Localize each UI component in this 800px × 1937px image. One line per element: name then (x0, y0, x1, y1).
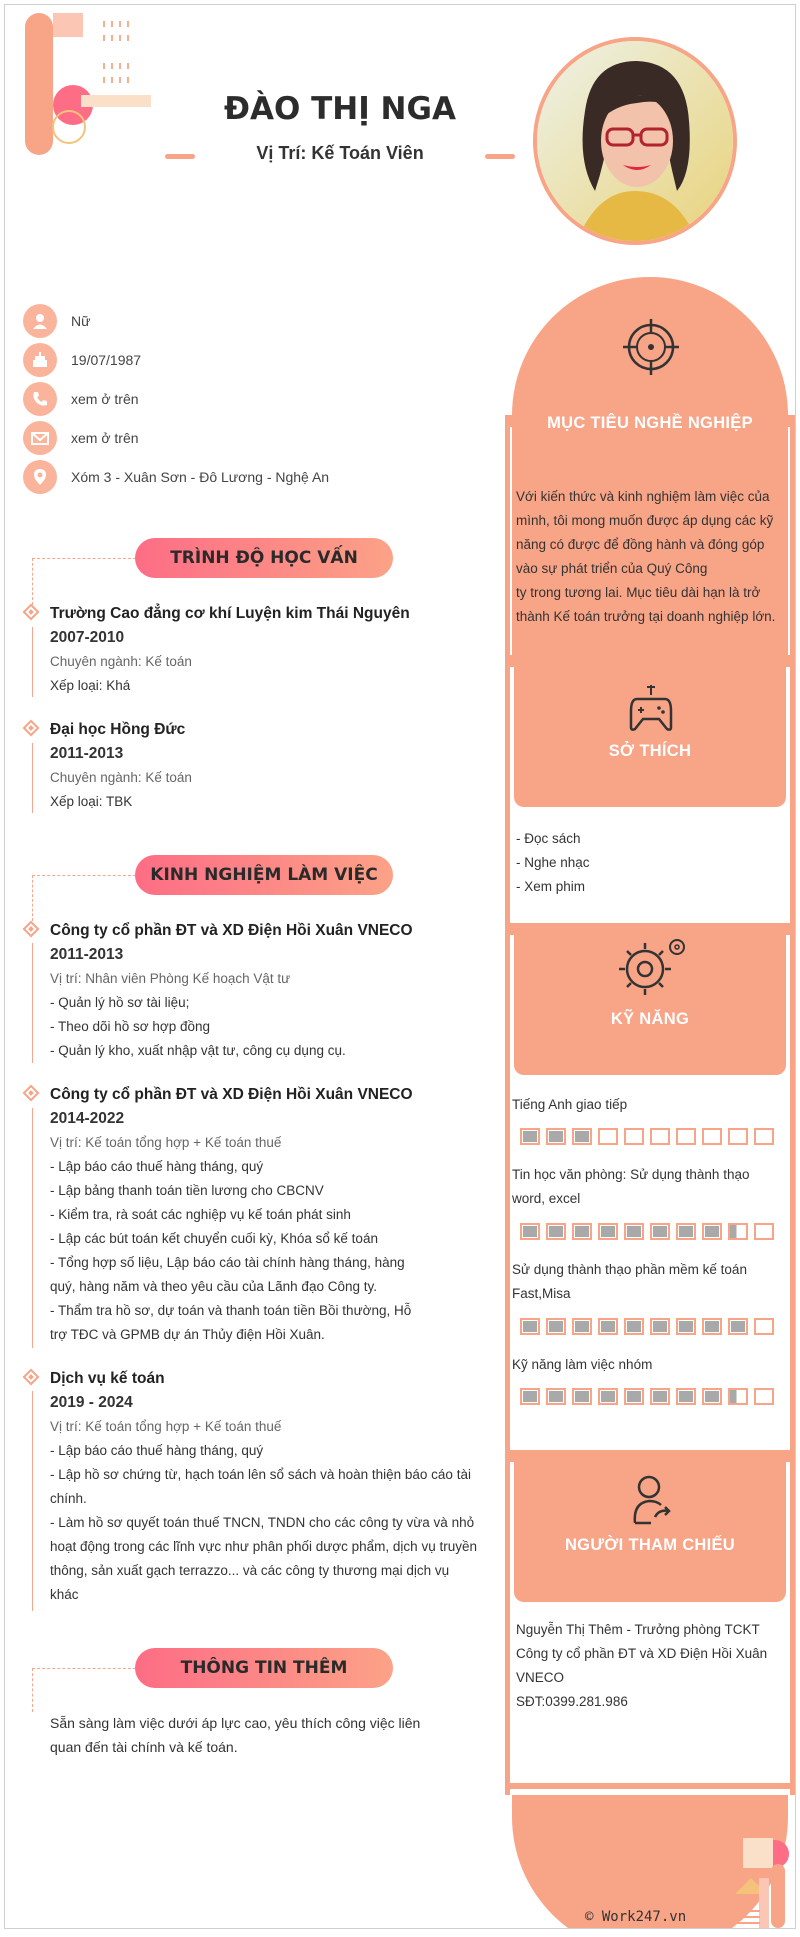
skill-level-box (572, 1128, 592, 1145)
job-duty: - Tổng hợp số liệu, Lập báo cáo tài chính hàng tháng, hàng (50, 1255, 405, 1270)
company-name: Công ty cổ phần ĐT và XD Điện Hồi Xuân VNECO (50, 1086, 413, 1103)
contact-address (23, 457, 329, 496)
job-duty: thông, sản xuất gạch terrazzo... và các công ty thương mại dịch vụ (50, 1563, 450, 1578)
skill-text: Tin học văn phòng: Sử dụng thành thạo (512, 1167, 750, 1182)
job-duty: - Kiểm tra, rà soát các nghiệp vụ kế toán phát sinh (50, 1207, 351, 1222)
corner-decoration (25, 13, 175, 163)
school-name: Trường Cao đẳng cơ khí Luyện kim Thái Nguyên (50, 605, 410, 622)
skill-level-box (624, 1223, 644, 1240)
accent-band (505, 1783, 795, 1789)
gamepad-icon (629, 683, 673, 733)
job-role: Vị trí: Nhân viên Phòng Kế hoạch Vật tư (50, 971, 291, 986)
objective-heading: MỤC TIÊU NGHỀ NGHIỆP (547, 414, 753, 432)
position-line (165, 143, 515, 164)
job-role: Vị trí: Kế toán tổng hợp + Kế toán thuế (50, 1419, 282, 1434)
phone-icon (23, 382, 57, 416)
skill-level-box (728, 1388, 748, 1405)
reference-line: Công ty cổ phần ĐT và XD Điện Hồi Xuân (516, 1646, 768, 1661)
skill-level-box (624, 1128, 644, 1145)
mail-icon (23, 421, 57, 455)
school-name: Đại học Hồng Đức (50, 721, 186, 738)
skill-level-box (728, 1128, 748, 1145)
skill-text: Tiếng Anh giao tiếp (512, 1097, 628, 1112)
extra-info-text (50, 1711, 430, 1759)
hobbies-list (516, 827, 788, 899)
skill-level-box (572, 1388, 592, 1405)
timeline-marker (23, 1369, 40, 1386)
hobby-item: - Nghe nhạc (516, 855, 590, 870)
timeline-line (32, 627, 33, 697)
skill-rating (520, 1128, 774, 1145)
timeline-line (32, 1391, 33, 1611)
job-duty: - Lập hồ sơ chứng từ, hạch toán lên sổ sách và hoàn thiện báo cáo tài (50, 1467, 471, 1482)
gender-text: Nữ (71, 312, 91, 329)
references-text (516, 1618, 788, 1714)
objective-line: thành Kế toán trưởng tại doanh nghiệp lớn. (516, 609, 776, 624)
objective-line: vào sự phát triển của Quý Công (516, 561, 708, 576)
section-connector (32, 558, 33, 605)
objective-line: Với kiến thức và kinh nghiệm làm việc của (516, 489, 770, 504)
objective-line: mình, tôi mong muốn được áp dụng các kỹ (516, 513, 774, 528)
education-entry (50, 718, 490, 814)
experience-entry (50, 1367, 490, 1607)
job-duty: - Lập báo cáo thuế hàng tháng, quý (50, 1443, 264, 1458)
skill-level-box (676, 1318, 696, 1335)
experience-entry (50, 1083, 490, 1347)
map-pin-icon (23, 460, 57, 494)
subtitle-right-bar (485, 154, 515, 159)
extra-line: quan đến tài chính và kế toán. (50, 1739, 238, 1755)
candidate-name: ĐÀO THỊ NGA (224, 91, 456, 127)
footer-credit: © Work247.vn (585, 1909, 687, 1925)
birthday-text: 19/07/1987 (71, 351, 142, 368)
subtitle-left-bar (165, 154, 195, 159)
job-duty: - Theo dõi hồ sơ hợp đồng (50, 1019, 211, 1034)
skill-label (512, 1258, 788, 1306)
person-icon (23, 304, 57, 338)
school-major: Chuyên ngành: Kế toán (50, 654, 192, 669)
reference-line: VNECO (516, 1670, 565, 1685)
job-duty: hoạt động trong các lĩnh vực như phân phối dược phẩm, dịch vụ truyền (50, 1539, 477, 1554)
avatar (533, 37, 737, 245)
contact-list (23, 301, 329, 496)
education-entry (50, 602, 490, 698)
timeline-line (32, 743, 33, 813)
skill-level-box (546, 1318, 566, 1335)
skill-level-box (598, 1388, 618, 1405)
job-duty: khác (50, 1587, 79, 1602)
skill-rating (520, 1388, 774, 1405)
skill-level-box (728, 1318, 748, 1335)
school-grade: Xếp loại: TBK (50, 794, 133, 809)
skill-text: Kỹ năng làm việc nhóm (512, 1357, 653, 1372)
skill-level-box (676, 1128, 696, 1145)
skill-level-box (702, 1223, 722, 1240)
job-duty: chính. (50, 1491, 87, 1506)
section-connector (32, 875, 33, 921)
skill-level-box (650, 1318, 670, 1335)
skill-rating (520, 1223, 774, 1240)
skill-level-box (754, 1128, 774, 1145)
job-years: 2014-2022 (50, 1110, 125, 1127)
skill-level-box (598, 1128, 618, 1145)
hobby-item: - Xem phim (516, 879, 586, 894)
objective-text (516, 485, 788, 629)
school-years: 2007-2010 (50, 629, 125, 646)
skill-level-box (572, 1223, 592, 1240)
skill-level-box (650, 1128, 670, 1145)
skill-level-box (572, 1318, 592, 1335)
section-connector (32, 875, 136, 876)
references-heading: NGƯỜI THAM CHIẾU (564, 1536, 736, 1554)
job-role: Vị trí: Kế toán tổng hợp + Kế toán thuế (50, 1135, 282, 1150)
job-duty: trợ TĐC và GPMB dự án Thủy điện Hồi Xuân. (50, 1327, 325, 1342)
profile-photo (537, 41, 733, 241)
job-duty: - Lập bảng thanh toán tiền lương cho CBCNV (50, 1183, 324, 1198)
job-duty: - Lập các bút toán kết chuyển cuối kỳ, Khóa sổ kế toán (50, 1231, 378, 1246)
skill-text: Sử dụng thành thạo phần mềm kế toán (512, 1262, 747, 1277)
skill-level-box (546, 1223, 566, 1240)
cv-page (4, 4, 796, 1929)
contact-birthday (23, 340, 329, 379)
section-connector (32, 1668, 136, 1669)
position-title: Vị Trí: Kế Toán Viên (256, 143, 424, 163)
skill-label (512, 1353, 788, 1377)
skill-level-box (754, 1318, 774, 1335)
skill-level-box (520, 1128, 540, 1145)
extra-info-heading: THÔNG TIN THÊM (135, 1648, 393, 1688)
extra-line: Sẵn sàng làm việc dưới áp lực cao, yêu thích công việc liên (50, 1715, 421, 1731)
job-years: 2019 - 2024 (50, 1394, 133, 1411)
experience-heading: KINH NGHIỆM LÀM VIỆC (135, 855, 393, 895)
reference-line: SĐT:0399.281.986 (516, 1694, 628, 1709)
job-duty: - Quản lý hồ sơ tài liệu; (50, 995, 190, 1010)
job-duty: - Thẩm tra hồ sơ, dự toán và thanh toán tiền Bồi thường, Hỗ (50, 1303, 412, 1318)
skill-text: Fast,Misa (512, 1286, 571, 1301)
cake-icon (23, 343, 57, 377)
person-share-icon (629, 1473, 673, 1529)
objective-line: ty trong tương lai. Mục tiêu dài hạn là trở (516, 585, 761, 600)
phone-text: xem ở trên (71, 390, 139, 407)
skill-label (512, 1163, 788, 1211)
timeline-marker (23, 921, 40, 938)
skill-level-box (598, 1223, 618, 1240)
timeline-line (32, 943, 33, 1063)
footer-decoration (705, 1907, 775, 1929)
timeline-marker (23, 720, 40, 737)
skill-level-box (624, 1388, 644, 1405)
school-years: 2011-2013 (50, 745, 124, 762)
skill-level-box (546, 1388, 566, 1405)
skill-level-box (676, 1223, 696, 1240)
address-text: Xóm 3 - Xuân Sơn - Đô Lương - Nghệ An (71, 468, 330, 485)
email-text: xem ở trên (71, 429, 139, 446)
skill-level-box (520, 1223, 540, 1240)
contact-phone (23, 379, 329, 418)
company-name: Công ty cổ phần ĐT và XD Điện Hồi Xuân VNECO (50, 922, 413, 939)
timeline-marker (23, 1085, 40, 1102)
reference-line: Nguyễn Thị Thêm - Trưởng phòng TCKT (516, 1622, 760, 1637)
skill-level-box (702, 1388, 722, 1405)
skill-level-box (676, 1388, 696, 1405)
skill-level-box (520, 1388, 540, 1405)
skill-level-box (598, 1318, 618, 1335)
objective-line: năng có được để đồng hành và đóng góp (516, 537, 765, 552)
job-duty: - Quản lý kho, xuất nhập vật tư, công cụ dụng cụ. (50, 1043, 346, 1058)
job-duty: - Làm hồ sơ quyết toán thuế TNCN, TNDN cho các công ty vừa và nhỏ (50, 1515, 475, 1530)
hobbies-heading: SỞ THÍCH (608, 742, 692, 760)
timeline-line (32, 1108, 33, 1348)
contact-gender (23, 301, 329, 340)
skill-level-box (520, 1318, 540, 1335)
skill-level-box (754, 1223, 774, 1240)
section-connector (32, 1668, 33, 1712)
skill-level-box (650, 1223, 670, 1240)
job-duty: - Lập báo cáo thuế hàng tháng, quý (50, 1159, 264, 1174)
contact-email (23, 418, 329, 457)
skill-level-box (702, 1318, 722, 1335)
skill-level-box (754, 1388, 774, 1405)
section-connector (32, 558, 136, 559)
school-grade: Xếp loại: Khá (50, 678, 131, 693)
timeline-marker (23, 604, 40, 621)
target-icon (619, 315, 683, 379)
hobby-item: - Đọc sách (516, 831, 581, 846)
skill-level-box (728, 1223, 748, 1240)
job-years: 2011-2013 (50, 946, 124, 963)
skill-level-box (624, 1318, 644, 1335)
school-major: Chuyên ngành: Kế toán (50, 770, 192, 785)
skill-label (512, 1093, 788, 1117)
education-heading: TRÌNH ĐỘ HỌC VẤN (135, 538, 393, 578)
gears-icon (617, 935, 689, 999)
skill-level-box (650, 1388, 670, 1405)
company-name: Dịch vụ kế toán (50, 1370, 165, 1387)
skill-rating (520, 1318, 774, 1335)
skills-heading: KỸ NĂNG (610, 1010, 690, 1028)
skill-text: word, excel (512, 1191, 581, 1206)
skill-level-box (702, 1128, 722, 1145)
experience-entry (50, 919, 490, 1063)
skill-level-box (546, 1128, 566, 1145)
job-duty: quý, hàng năm và theo yêu cầu của Lãnh đạo Công ty. (50, 1279, 377, 1294)
